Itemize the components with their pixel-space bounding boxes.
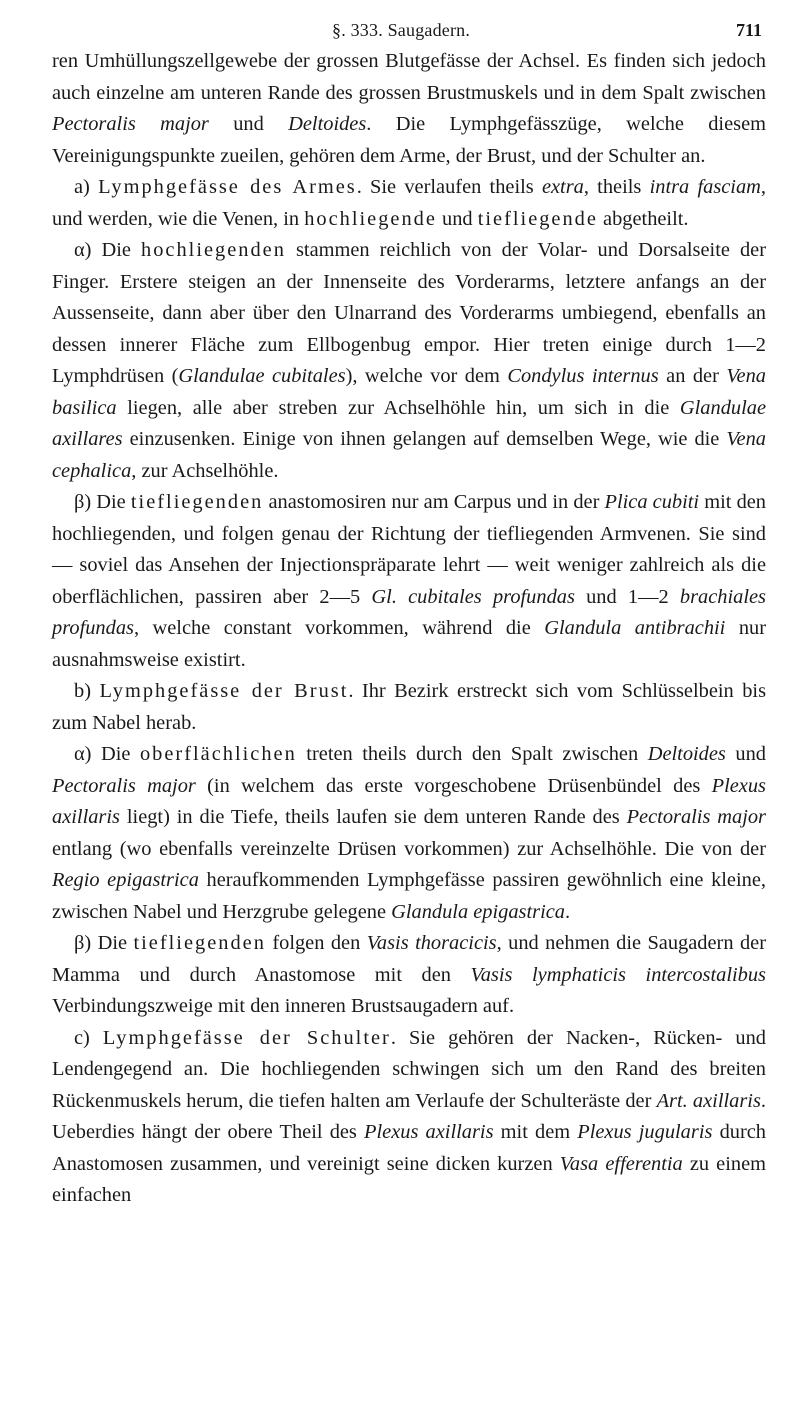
text-run: , und werden, wie die Venen, in <box>52 176 766 230</box>
text-run: liegen, alle aber streben zur Achselhöhle hin, um sich in die <box>116 396 680 419</box>
text-run: zu einem einfachen <box>52 1152 766 1206</box>
italic-term: Regio epigastrica <box>52 869 199 891</box>
text-run: a) <box>74 176 99 198</box>
spaced-heading: Lymphgefässe der Brust <box>99 680 349 702</box>
italic-term: Deltoides <box>288 113 367 135</box>
italic-term: Deltoides <box>647 743 726 765</box>
text-run: treten theils durch den Spalt zwischen <box>296 743 648 765</box>
text-run: entlang (wo ebenfalls vereinzelte Drüsen vorkommen) zur Achselhöhle. Die von der <box>52 837 766 860</box>
paragraph <box>52 739 766 928</box>
text-run: stammen reichlich von der Volar- und Dorsalseite der Finger. Erstere steigen an der Innenseite des Vorderarms, letztere anfangs an der Aussenseite, dann aber über den Ulnarrand des Vorderarms umbiegend, ebenfalls an dessen innerer Fläche zum Ellbogenbug empor. Hier treten einige durch 1—2 Lymphdrüsen ( <box>52 239 766 387</box>
spaced-heading: Lymphgefässe des Armes <box>98 176 357 198</box>
book-page <box>52 14 766 1212</box>
text-run: mit den hochliegenden, und folgen genau der Richtung der tiefliegenden Armvenen. Sie sind — soviel das Ansehen der Injectionspräparate lehrt — weit weniger zahlreich als die oberflächlichen, passiren aber 2—5 <box>52 491 767 608</box>
text-run: α) Die <box>74 743 140 765</box>
text-run: liegt) in die Tiefe, theils laufen sie dem unteren Rande des <box>119 806 627 828</box>
text-run: Verbindungszweige mit den inneren Brustsaugadern auf. <box>52 995 515 1017</box>
text-run: ren Umhüllungszellgewebe der grossen Blutgefässe der Achsel. Es finden sich jedoch auch einzelne am unteren Rande des grossen Brustmuskels und in dem Spalt zwischen <box>52 50 766 104</box>
paragraph <box>52 172 766 235</box>
text-run: . Sie verlaufen theils <box>356 176 542 198</box>
italic-term: Glandulae axillares <box>52 396 766 450</box>
spaced-heading: tiefliegenden <box>133 932 266 954</box>
text-run: und <box>436 207 478 230</box>
text-run: heraufkommenden Lymphgefässe passiren gewöhnlich eine kleine, zwischen Nabel und Herzgrube gelegene <box>52 869 766 923</box>
paragraph <box>52 235 766 487</box>
text-run: β) Die <box>74 932 134 954</box>
text-run: mit dem <box>493 1121 578 1143</box>
text-run: . Sie gehören der Nacken-, Rücken- und Lendengegend an. Die hochliegenden schwingen sich um den Rand des breiten Rückenmuskels herum, die tiefen halten am Verlaufe der Schulteräste der <box>52 1026 767 1112</box>
italic-term: Vasis thoracicis <box>366 932 497 954</box>
text-run: ), welche vor dem <box>345 365 508 387</box>
italic-term: Condylus internus <box>507 365 659 387</box>
text-run: , theils <box>583 176 650 198</box>
italic-term: Glandulae cubitales <box>178 365 346 387</box>
page-header <box>52 14 766 44</box>
text-run: . Die Lymphgefässzüge, welche diesem Vereinigungspunkte zueilen, gehören dem Arme, der Brust, und der Schulter an. <box>52 113 766 167</box>
text-run: und <box>725 743 766 765</box>
italic-term: Vasa efferentia <box>559 1152 683 1175</box>
italic-term: brachiales profundas <box>52 585 766 639</box>
italic-term: Vena basilica <box>52 365 766 419</box>
italic-term: Vena cephalica <box>52 428 766 482</box>
text-run: einzusenken. Einige von ihnen gelangen auf demselben Wege, wie die <box>122 428 727 450</box>
text-run: , welche constant vorkommen, während die <box>133 617 545 639</box>
text-run: , und nehmen die Saugadern der Mamma und durch Anastomose mit den <box>52 932 766 986</box>
text-run: α) Die <box>74 239 142 261</box>
paragraph <box>52 1023 766 1212</box>
spaced-heading: hochliegenden <box>141 239 286 261</box>
text-run: nur ausnahmsweise existirt. <box>52 617 766 671</box>
italic-term: Pectoralis major <box>52 113 209 135</box>
paragraph <box>52 676 766 739</box>
text-run: β) Die <box>74 491 131 513</box>
text-run: , zur Achselhöhle. <box>131 459 279 482</box>
italic-term: Pectoralis major <box>626 806 766 828</box>
italic-term: Gl. cubitales profundas <box>371 585 575 608</box>
text-run: und 1—2 <box>574 585 680 608</box>
spaced-heading: hochliegende <box>304 207 437 230</box>
text-run: anastomosiren nur am Carpus und in der <box>263 491 605 513</box>
spaced-heading: Lymphgefässe der Schulter <box>102 1026 391 1049</box>
italic-term: extra <box>541 176 584 198</box>
text-run: abgetheilt. <box>597 207 689 230</box>
italic-term: Glandula epigastrica <box>391 900 566 923</box>
text-run: durch Anastomosen zusammen, und vereinigt seine dicken kurzen <box>52 1121 766 1175</box>
page-number: 711 <box>735 20 762 40</box>
italic-term: Pectoralis major <box>52 774 196 797</box>
spaced-heading: oberflächlichen <box>139 743 297 765</box>
italic-term: Vasis lymphaticis intercostalibus <box>470 963 766 986</box>
italic-term: Plexus axillaris <box>364 1121 494 1143</box>
running-title: §. 333. Saugadern. <box>332 20 471 40</box>
text-run: und <box>208 113 289 135</box>
italic-term: Plexus jugularis <box>577 1121 713 1143</box>
spaced-heading: tiefliegende <box>477 207 598 230</box>
paragraph <box>52 928 766 1023</box>
paragraph <box>52 46 766 172</box>
text-run: . <box>565 900 571 923</box>
text-run: (in welchem das erste vorgeschobene Drüsenbündel des <box>195 774 712 797</box>
text-run: . Ihr Bezirk erstreckt sich vom Schlüsselbein bis zum Nabel herab. <box>52 680 767 734</box>
text-run: b) <box>74 680 100 702</box>
text-run: an der <box>658 365 727 387</box>
italic-term: Art. axillaris <box>656 1089 761 1112</box>
body-text <box>52 46 766 1212</box>
text-run: folgen den <box>265 932 367 954</box>
text-run: c) <box>74 1026 103 1049</box>
italic-term: Plica cubiti <box>604 491 700 513</box>
text-run: . Ueberdies hängt der obere Theil des <box>52 1089 766 1143</box>
italic-term: Plexus axillaris <box>52 774 766 828</box>
italic-term: intra fasciam <box>649 176 761 198</box>
paragraph <box>52 487 766 676</box>
italic-term: Glandula antibrachii <box>544 617 726 639</box>
spaced-heading: tiefliegenden <box>130 491 264 513</box>
